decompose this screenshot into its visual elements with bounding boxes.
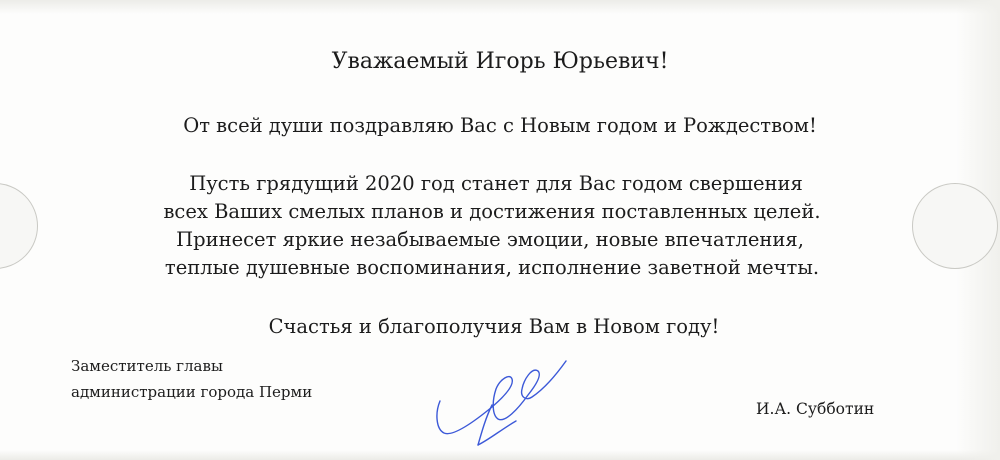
closing-line: Счастья и благополучия Вам в Новом году! — [268, 315, 720, 338]
signature-stroke-tail — [478, 405, 492, 445]
wishes-line-2: всех Ваших смелых планов и достижения поставленных целей. — [163, 200, 821, 223]
congratulation-line: От всей души поздравляю Вас с Новым годом и Рождеством! — [183, 114, 817, 137]
handwritten-signature — [420, 345, 580, 455]
signatory-position-line-2: администрации города Перми — [71, 383, 313, 401]
signatory-position-line-1: Заместитель главы — [71, 357, 223, 375]
wishes-line-1: Пусть грядущий 2020 год станет для Вас годом свершения — [189, 172, 803, 195]
signature-stroke-main — [437, 361, 566, 434]
wishes-line-3: Принесет яркие незабываемые эмоции, новые впечатления, — [176, 228, 804, 251]
greeting-line: Уважаемый Игорь Юрьевич! — [331, 49, 669, 74]
paper-top-edge — [0, 0, 1000, 14]
signatory-name: И.А. Субботин — [756, 400, 875, 418]
wishes-line-4: теплые душевные воспоминания, исполнение заветной мечты. — [164, 256, 820, 279]
